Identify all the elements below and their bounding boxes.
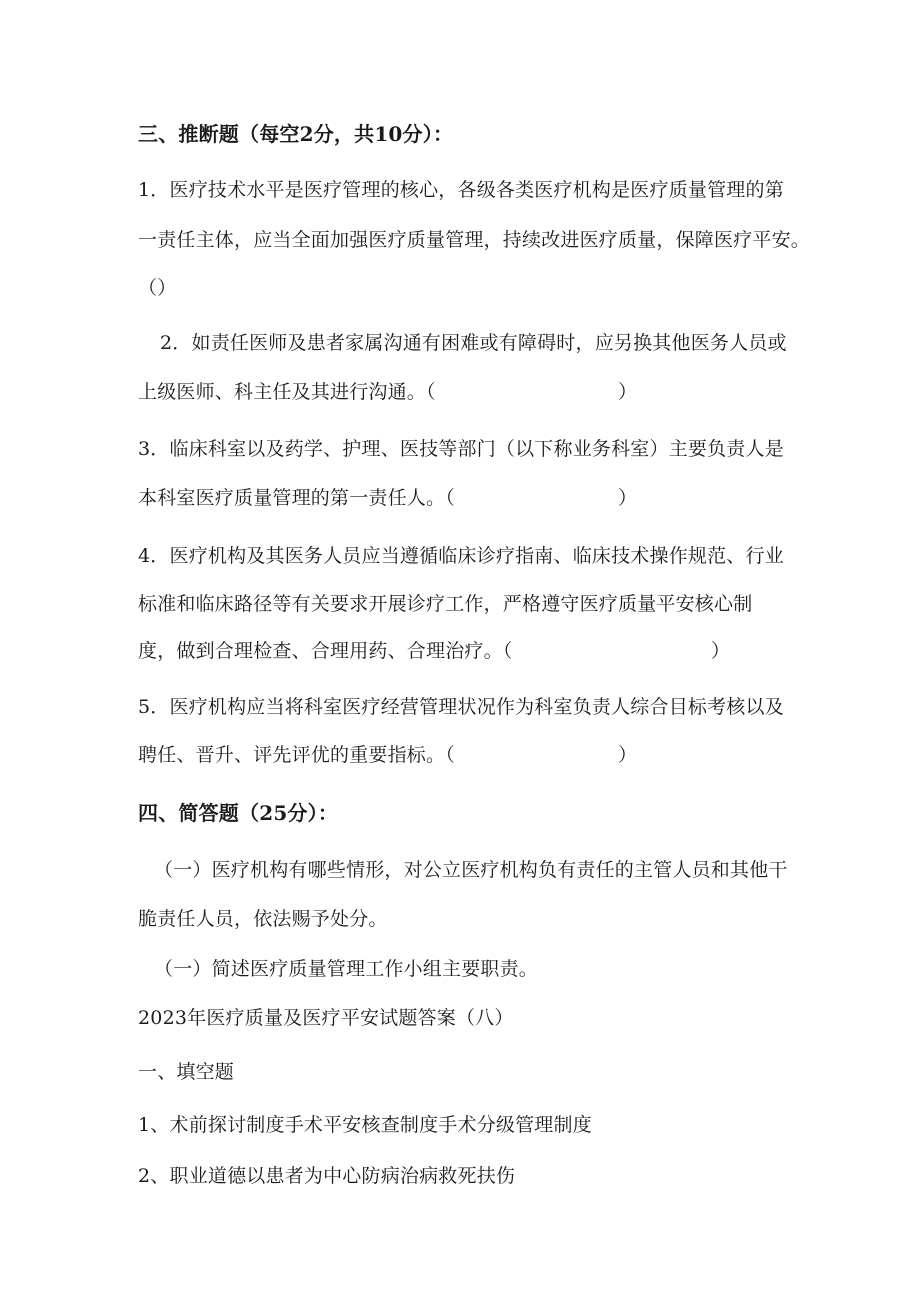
q5-close-paren: ） (618, 744, 638, 766)
q2-close-paren: ） (618, 381, 638, 403)
q5-line2: 聘任、晋升、评先评优的重要指标。（ (138, 744, 455, 766)
q3-line1: 3．临床科室以及药学、护理、医技等部门（以下称业务科室）主要负责人是 (138, 438, 784, 460)
q2-line2: 上级医师、科主任及其进行沟通。（ (138, 381, 436, 403)
q4-line3: 度，做到合理检查、合理用药、合理治疗。（ (138, 640, 513, 662)
answer-2: 2、职业道德以患者为中心防病治病救死扶伤 (138, 1165, 516, 1187)
q4-close-paren: ） (711, 640, 731, 662)
q3-close-paren: ） (618, 487, 638, 509)
short-answer-1-line1: （一）医疗机构有哪些情形，对公立医疗机构负有责任的主管人员和其他干 (154, 859, 788, 881)
answers-section1: 一、填空题 (138, 1061, 235, 1083)
q1-line2: 一责任主体，应当全面加强医疗质量管理，持续改进医疗质量，保障医疗平安。 (138, 229, 811, 251)
q2-line1: 2．如责任医师及患者家属沟通有困难或有障碍时，应另换其他医务人员或 (160, 332, 787, 354)
q4-line1: 4．医疗机构及其医务人员应当遵循临床诊疗指南、临床技术操作规范、行业 (138, 545, 784, 567)
answer-1: 1、术前探讨制度手术平安核查制度手术分级管理制度 (138, 1114, 592, 1136)
section3-heading: 三、推断题（每空2分，共10分）： (138, 122, 454, 146)
short-answer-2: （一）简述医疗质量管理工作小组主要职责。 (154, 958, 539, 980)
q1-line1: 1．医疗技术水平是医疗管理的核心，各级各类医疗机构是医疗质量管理的第 (138, 179, 784, 201)
answers-title: 2023年医疗质量及医疗平安试题答案（八） (138, 1007, 514, 1029)
q5-line1: 5．医疗机构应当将科室医疗经营管理状况作为科室负责人综合目标考核以及 (138, 696, 784, 718)
q1-line3: （） (138, 277, 177, 299)
section4-heading: 四、简答题（25分）： (138, 801, 339, 825)
q4-line2: 标准和临床路径等有关要求开展诊疗工作，严格遵守医疗质量平安核心制 (138, 593, 753, 615)
short-answer-1-line2: 脆责任人员，依法赐予处分。 (138, 908, 388, 930)
q3-line2: 本科室医疗质量管理的第一责任人。（ (138, 487, 455, 509)
